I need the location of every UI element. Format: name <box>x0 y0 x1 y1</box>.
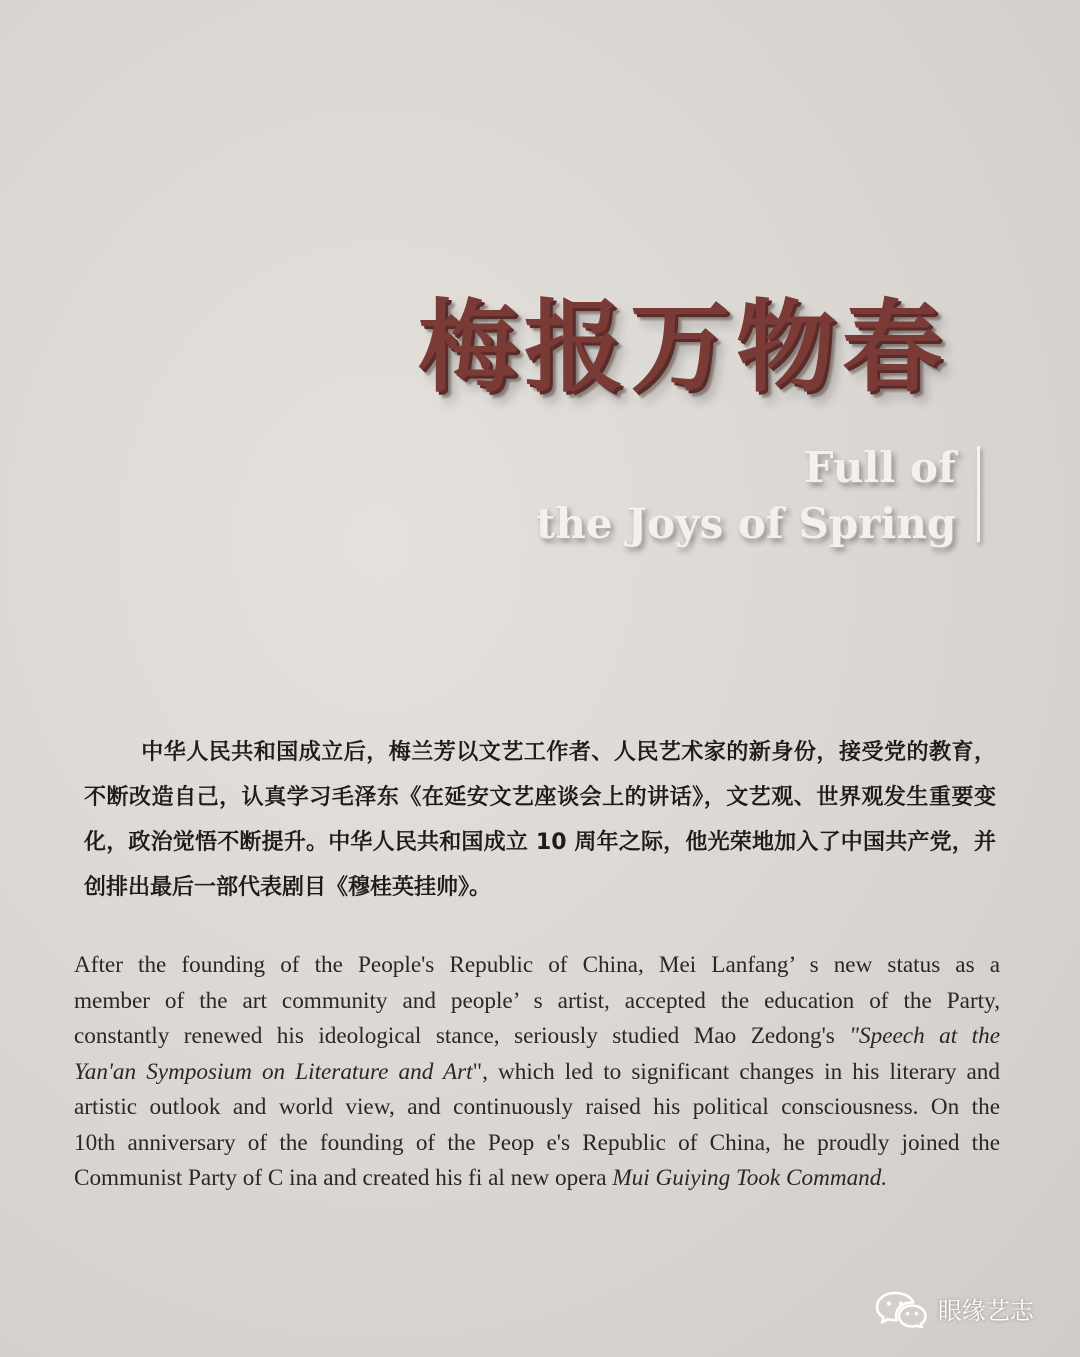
english-body-line-2: member of the art community and people’ s artist, accepted the education of the Party, <box>74 987 1000 1014</box>
english-body-line-4-text: ", which led to significant changes in his literary and <box>472 1058 1000 1085</box>
opera-title: Mui Guiying Took Command. <box>612 1165 888 1191</box>
watermark-text: 眼缘艺志 <box>938 1296 1034 1325</box>
english-body-line-7-text: Communist Party of C ina and created his fi al new opera <box>74 1165 613 1191</box>
wechat-icon <box>874 1288 930 1328</box>
speech-title-part-1: "Speech at the <box>849 1023 1000 1049</box>
english-title-line-1: Full of <box>803 443 956 492</box>
speech-title-part-2: Yan'an Symposium on Literature and Art <box>74 1058 473 1085</box>
english-body-line-4 <box>74 1055 1000 1091</box>
chinese-body-text: 中华人民共和国成立后，梅兰芳以文艺工作者、人民艺术家的新身份，接受党的教育，不断改造自己，认真学习毛泽东《在延安文艺座谈会上的讲话》，文艺观、世界观发生重要变化，政治觉悟不断提升。中华人民共和国成立 10 周年之际，他光荣地加入了中国共产党，并创排出最后一部代表剧目《穆桂英挂帅》。 <box>84 740 996 900</box>
chinese-title: 梅报万物春 <box>418 289 948 406</box>
english-body-line-1: After the founding of the People's Republic of China, Mei Lanfang’ s new status as a <box>74 952 1000 978</box>
english-body-paragraph <box>74 948 1000 1197</box>
english-title-line-2: the Joys of Spring <box>536 499 957 548</box>
watermark <box>874 1288 1034 1328</box>
chinese-body-paragraph <box>84 730 996 910</box>
title-vertical-divider <box>977 446 980 542</box>
english-title <box>536 440 956 552</box>
english-body-line-6: 10th anniversary of the founding of the Peop e's Republic of China, he proudly joined the <box>74 1129 1000 1156</box>
english-body-line-7 <box>74 1161 1000 1197</box>
english-body-line-3-text: constantly renewed his ideological stance, seriously studied Mao Zedong's <box>74 1023 850 1049</box>
english-body-line-3 <box>74 1019 1000 1055</box>
english-body-line-5: artistic outlook and world view, and continuously raised his political consciousness. On the <box>74 1094 1000 1120</box>
